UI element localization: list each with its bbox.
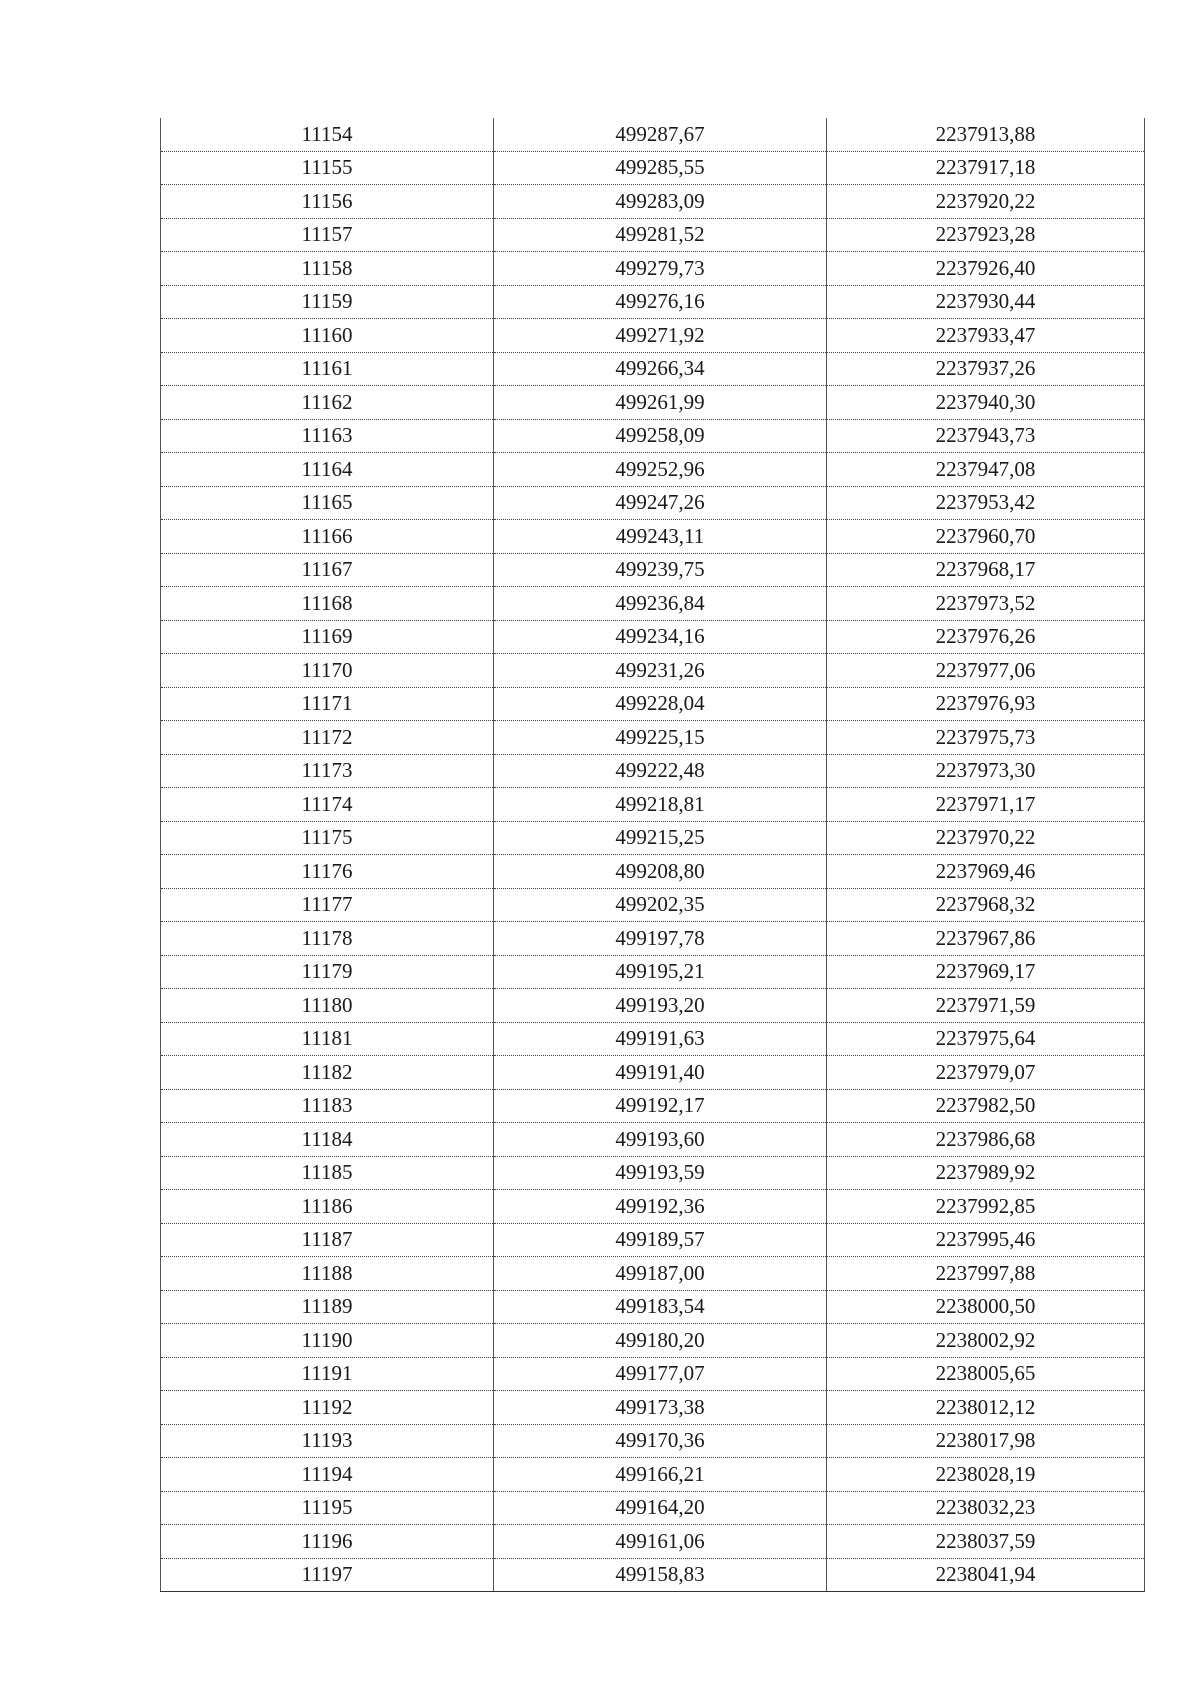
y-coordinate-cell: 2237992,85 — [827, 1190, 1145, 1224]
y-coordinate-cell: 2237989,92 — [827, 1156, 1145, 1190]
x-coordinate-cell: 499192,36 — [494, 1190, 827, 1224]
y-coordinate-cell: 2237976,93 — [827, 687, 1145, 721]
point-number-cell: 11193 — [161, 1424, 494, 1458]
table-row — [161, 1022, 1145, 1056]
table-row — [161, 352, 1145, 386]
y-coordinate-cell: 2237930,44 — [827, 285, 1145, 319]
x-coordinate-cell: 499208,80 — [494, 855, 827, 889]
table-row — [161, 553, 1145, 587]
y-coordinate-cell: 2237960,70 — [827, 520, 1145, 554]
point-number-cell: 11189 — [161, 1290, 494, 1324]
table-row — [161, 721, 1145, 755]
x-coordinate-cell: 499228,04 — [494, 687, 827, 721]
y-coordinate-cell: 2237973,52 — [827, 587, 1145, 621]
y-coordinate-cell: 2238017,98 — [827, 1424, 1145, 1458]
table-row — [161, 888, 1145, 922]
y-coordinate-cell: 2237967,86 — [827, 922, 1145, 956]
table-row — [161, 1424, 1145, 1458]
table-row — [161, 1223, 1145, 1257]
x-coordinate-cell: 499287,67 — [494, 118, 827, 151]
point-number-cell: 11167 — [161, 553, 494, 587]
x-coordinate-cell: 499191,63 — [494, 1022, 827, 1056]
x-coordinate-cell: 499193,60 — [494, 1123, 827, 1157]
y-coordinate-cell: 2237976,26 — [827, 620, 1145, 654]
point-number-cell: 11155 — [161, 151, 494, 185]
y-coordinate-cell: 2238005,65 — [827, 1357, 1145, 1391]
y-coordinate-cell: 2237997,88 — [827, 1257, 1145, 1291]
x-coordinate-cell: 499222,48 — [494, 754, 827, 788]
x-coordinate-cell: 499283,09 — [494, 185, 827, 219]
point-number-cell: 11182 — [161, 1056, 494, 1090]
y-coordinate-cell: 2237926,40 — [827, 252, 1145, 286]
table-row — [161, 1290, 1145, 1324]
x-coordinate-cell: 499161,06 — [494, 1525, 827, 1559]
y-coordinate-cell: 2238012,12 — [827, 1391, 1145, 1425]
x-coordinate-cell: 499158,83 — [494, 1558, 827, 1592]
y-coordinate-cell: 2237995,46 — [827, 1223, 1145, 1257]
y-coordinate-cell: 2238032,23 — [827, 1491, 1145, 1525]
point-number-cell: 11169 — [161, 620, 494, 654]
x-coordinate-cell: 499243,11 — [494, 520, 827, 554]
y-coordinate-cell: 2237971,59 — [827, 989, 1145, 1023]
y-coordinate-cell: 2237971,17 — [827, 788, 1145, 822]
x-coordinate-cell: 499231,26 — [494, 654, 827, 688]
table-row — [161, 1190, 1145, 1224]
y-coordinate-cell: 2238037,59 — [827, 1525, 1145, 1559]
table-row — [161, 386, 1145, 420]
table-row — [161, 151, 1145, 185]
y-coordinate-cell: 2237940,30 — [827, 386, 1145, 420]
table-row — [161, 319, 1145, 353]
point-number-cell: 11176 — [161, 855, 494, 889]
y-coordinate-cell: 2237943,73 — [827, 419, 1145, 453]
y-coordinate-cell: 2237933,47 — [827, 319, 1145, 353]
x-coordinate-cell: 499281,52 — [494, 218, 827, 252]
table-row — [161, 754, 1145, 788]
point-number-cell: 11168 — [161, 587, 494, 621]
table-row — [161, 1357, 1145, 1391]
y-coordinate-cell: 2237937,26 — [827, 352, 1145, 386]
point-number-cell: 11196 — [161, 1525, 494, 1559]
point-number-cell: 11195 — [161, 1491, 494, 1525]
table-row — [161, 687, 1145, 721]
y-coordinate-cell: 2237975,73 — [827, 721, 1145, 755]
x-coordinate-cell: 499271,92 — [494, 319, 827, 353]
x-coordinate-cell: 499189,57 — [494, 1223, 827, 1257]
y-coordinate-cell: 2237986,68 — [827, 1123, 1145, 1157]
point-number-cell: 11172 — [161, 721, 494, 755]
table-row — [161, 1156, 1145, 1190]
y-coordinate-cell: 2237923,28 — [827, 218, 1145, 252]
point-number-cell: 11185 — [161, 1156, 494, 1190]
point-number-cell: 11162 — [161, 386, 494, 420]
x-coordinate-cell: 499215,25 — [494, 821, 827, 855]
x-coordinate-cell: 499166,21 — [494, 1458, 827, 1492]
y-coordinate-cell: 2237953,42 — [827, 486, 1145, 520]
x-coordinate-cell: 499183,54 — [494, 1290, 827, 1324]
x-coordinate-cell: 499177,07 — [494, 1357, 827, 1391]
x-coordinate-cell: 499239,75 — [494, 553, 827, 587]
table-row — [161, 252, 1145, 286]
coordinates-table-body — [161, 118, 1145, 1592]
x-coordinate-cell: 499202,35 — [494, 888, 827, 922]
point-number-cell: 11190 — [161, 1324, 494, 1358]
table-row — [161, 118, 1145, 151]
y-coordinate-cell: 2238028,19 — [827, 1458, 1145, 1492]
x-coordinate-cell: 499195,21 — [494, 955, 827, 989]
point-number-cell: 11159 — [161, 285, 494, 319]
x-coordinate-cell: 499285,55 — [494, 151, 827, 185]
y-coordinate-cell: 2238000,50 — [827, 1290, 1145, 1324]
table-row — [161, 185, 1145, 219]
x-coordinate-cell: 499247,26 — [494, 486, 827, 520]
table-row — [161, 520, 1145, 554]
point-number-cell: 11163 — [161, 419, 494, 453]
point-number-cell: 11164 — [161, 453, 494, 487]
point-number-cell: 11192 — [161, 1391, 494, 1425]
table-row — [161, 587, 1145, 621]
x-coordinate-cell: 499197,78 — [494, 922, 827, 956]
y-coordinate-cell: 2237968,32 — [827, 888, 1145, 922]
point-number-cell: 11187 — [161, 1223, 494, 1257]
x-coordinate-cell: 499193,59 — [494, 1156, 827, 1190]
x-coordinate-cell: 499193,20 — [494, 989, 827, 1023]
table-row — [161, 419, 1145, 453]
table-row — [161, 453, 1145, 487]
y-coordinate-cell: 2238041,94 — [827, 1558, 1145, 1592]
point-number-cell: 11171 — [161, 687, 494, 721]
y-coordinate-cell: 2237913,88 — [827, 118, 1145, 151]
point-number-cell: 11161 — [161, 352, 494, 386]
y-coordinate-cell: 2237968,17 — [827, 553, 1145, 587]
x-coordinate-cell: 499252,96 — [494, 453, 827, 487]
y-coordinate-cell: 2237947,08 — [827, 453, 1145, 487]
y-coordinate-cell: 2237977,06 — [827, 654, 1145, 688]
point-number-cell: 11183 — [161, 1089, 494, 1123]
point-number-cell: 11170 — [161, 654, 494, 688]
point-number-cell: 11181 — [161, 1022, 494, 1056]
table-row — [161, 989, 1145, 1023]
point-number-cell: 11177 — [161, 888, 494, 922]
point-number-cell: 11186 — [161, 1190, 494, 1224]
y-coordinate-cell: 2237973,30 — [827, 754, 1145, 788]
point-number-cell: 11158 — [161, 252, 494, 286]
point-number-cell: 11174 — [161, 788, 494, 822]
point-number-cell: 11191 — [161, 1357, 494, 1391]
table-row — [161, 821, 1145, 855]
y-coordinate-cell: 2237970,22 — [827, 821, 1145, 855]
x-coordinate-cell: 499187,00 — [494, 1257, 827, 1291]
table-row — [161, 1324, 1145, 1358]
x-coordinate-cell: 499191,40 — [494, 1056, 827, 1090]
point-number-cell: 11173 — [161, 754, 494, 788]
x-coordinate-cell: 499236,84 — [494, 587, 827, 621]
x-coordinate-cell: 499180,20 — [494, 1324, 827, 1358]
table-row — [161, 486, 1145, 520]
point-number-cell: 11156 — [161, 185, 494, 219]
point-number-cell: 11179 — [161, 955, 494, 989]
y-coordinate-cell: 2237982,50 — [827, 1089, 1145, 1123]
table-row — [161, 1525, 1145, 1559]
x-coordinate-cell: 499266,34 — [494, 352, 827, 386]
coordinates-table — [160, 118, 1145, 1592]
point-number-cell: 11160 — [161, 319, 494, 353]
table-row — [161, 218, 1145, 252]
x-coordinate-cell: 499279,73 — [494, 252, 827, 286]
table-row — [161, 1089, 1145, 1123]
point-number-cell: 11188 — [161, 1257, 494, 1291]
table-row — [161, 922, 1145, 956]
table-row — [161, 788, 1145, 822]
table-row — [161, 285, 1145, 319]
x-coordinate-cell: 499218,81 — [494, 788, 827, 822]
table-row — [161, 620, 1145, 654]
y-coordinate-cell: 2237917,18 — [827, 151, 1145, 185]
table-row — [161, 1056, 1145, 1090]
point-number-cell: 11178 — [161, 922, 494, 956]
table-row — [161, 1491, 1145, 1525]
x-coordinate-cell: 499225,15 — [494, 721, 827, 755]
point-number-cell: 11194 — [161, 1458, 494, 1492]
point-number-cell: 11165 — [161, 486, 494, 520]
point-number-cell: 11157 — [161, 218, 494, 252]
point-number-cell: 11166 — [161, 520, 494, 554]
x-coordinate-cell: 499258,09 — [494, 419, 827, 453]
table-row — [161, 855, 1145, 889]
y-coordinate-cell: 2237969,46 — [827, 855, 1145, 889]
table-row — [161, 1257, 1145, 1291]
table-row — [161, 1123, 1145, 1157]
point-number-cell: 11197 — [161, 1558, 494, 1592]
x-coordinate-cell: 499170,36 — [494, 1424, 827, 1458]
point-number-cell: 11154 — [161, 118, 494, 151]
table-row — [161, 1391, 1145, 1425]
y-coordinate-cell: 2237979,07 — [827, 1056, 1145, 1090]
point-number-cell: 11175 — [161, 821, 494, 855]
point-number-cell: 11184 — [161, 1123, 494, 1157]
table-row — [161, 1458, 1145, 1492]
table-row — [161, 955, 1145, 989]
table-row — [161, 1558, 1145, 1592]
x-coordinate-cell: 499164,20 — [494, 1491, 827, 1525]
y-coordinate-cell: 2237975,64 — [827, 1022, 1145, 1056]
x-coordinate-cell: 499276,16 — [494, 285, 827, 319]
x-coordinate-cell: 499173,38 — [494, 1391, 827, 1425]
point-number-cell: 11180 — [161, 989, 494, 1023]
x-coordinate-cell: 499261,99 — [494, 386, 827, 420]
x-coordinate-cell: 499192,17 — [494, 1089, 827, 1123]
y-coordinate-cell: 2237969,17 — [827, 955, 1145, 989]
y-coordinate-cell: 2237920,22 — [827, 185, 1145, 219]
y-coordinate-cell: 2238002,92 — [827, 1324, 1145, 1358]
x-coordinate-cell: 499234,16 — [494, 620, 827, 654]
table-row — [161, 654, 1145, 688]
